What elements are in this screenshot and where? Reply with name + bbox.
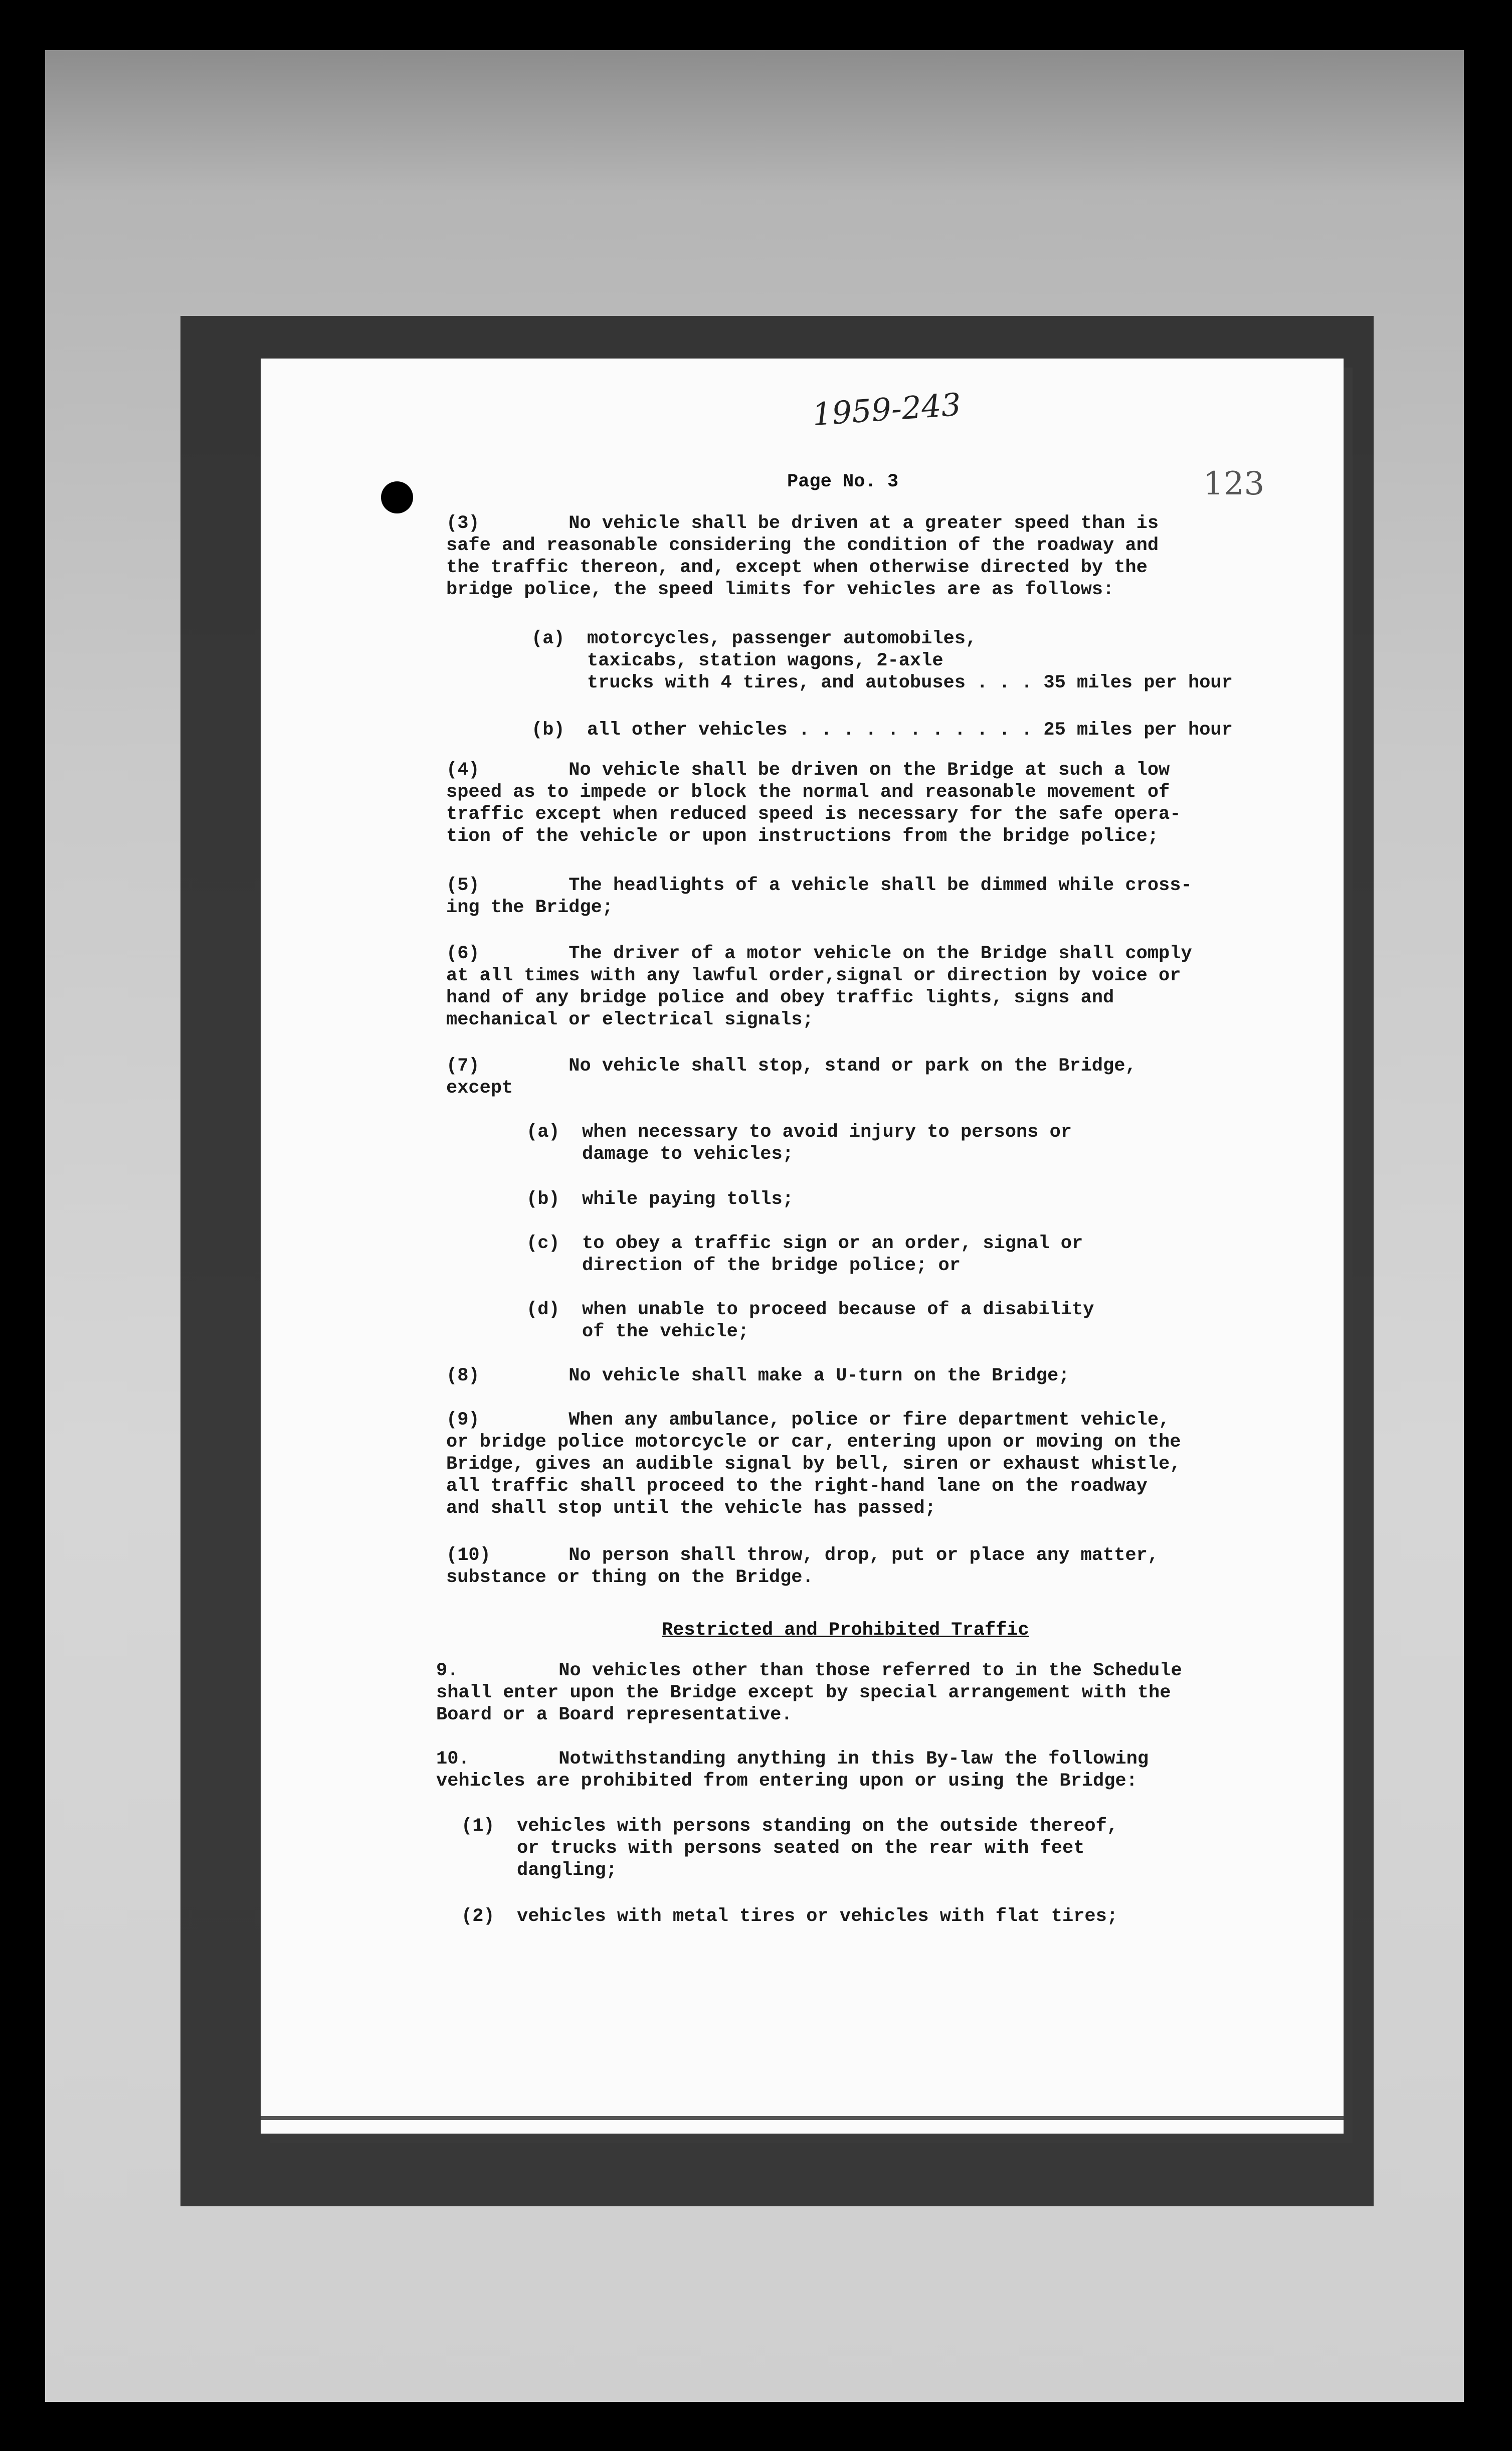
section-10-item-1: (1) vehicles with persons standing on the outside thereof, or trucks with persons seated on the rear with feet dangling; — [461, 1816, 1118, 1881]
paragraph-3a: (a) motorcycles, passenger automobiles, taxicabs, station wagons, 2-axle trucks with 4 tires, and autobuses . . . 35 miles per hour — [531, 628, 1233, 693]
paragraph-9: (9) When any ambulance, police or fire department vehicle, or bridge police motorcycle or car, entering upon or moving on the Bridge, gives an audible signal by bell, siren or exhaust whistle, all traffic shall proceed to the right-hand lane on the roadway and shall stop until the vehicle has passed; — [446, 1410, 1181, 1519]
paragraph-7: (7) No vehicle shall stop, stand or park on the Bridge, except — [446, 1056, 1137, 1099]
page-bottom-edge — [261, 2116, 1344, 2120]
paragraph-7d: (d) when unable to proceed because of a disability of the vehicle; — [526, 1299, 1094, 1342]
handwritten-number: 1959-243 — [811, 386, 963, 433]
section-10-item-2: (2) vehicles with metal tires or vehicles with flat tires; — [461, 1906, 1118, 1927]
paragraph-6: (6) The driver of a motor vehicle on the Bridge shall comply at all times with any lawful order,signal or direction by voice or hand of any bridge police and obey traffic lights, signs and mechanical or electrical signals; — [446, 943, 1192, 1030]
paragraph-7a: (a) when necessary to avoid injury to persons or damage to vehicles; — [526, 1122, 1072, 1165]
section-heading: Restricted and Prohibited Traffic — [662, 1620, 1029, 1641]
paragraph-3b: (b) all other vehicles . . . . . . . . . . . 25 miles per hour — [531, 720, 1233, 741]
punch-hole — [381, 481, 413, 513]
paragraph-10: (10) No person shall throw, drop, put or place any matter, substance or thing on the Bridge. — [446, 1545, 1159, 1588]
paragraph-8: (8) No vehicle shall make a U-turn on the Bridge; — [446, 1365, 1070, 1386]
paragraph-7c: (c) to obey a traffic sign or an order, signal or direction of the bridge police; or — [526, 1233, 1083, 1276]
section-9: 9. No vehicles other than those referred to in the Schedule shall enter upon the Bridge except by special arrangement with the Board or a Board representative. — [436, 1660, 1182, 1725]
page-header: Page No. 3 — [787, 471, 899, 492]
paragraph-3: (3) No vehicle shall be driven at a greater speed than is safe and reasonable considering the condition of the roadway and the traffic thereon, and, except when otherwise directed by the bridge police, the speed limits for vehicles are as follows: — [446, 513, 1159, 600]
paragraph-7b: (b) while paying tolls; — [526, 1189, 794, 1210]
paragraph-4: (4) No vehicle shall be driven on the Bridge at such a low speed as to impede or block the normal and reasonable movement of traffic except when reduced speed is necessary for the safe opera- tion of the vehicle or upon instructions from the bridge police; — [446, 760, 1181, 847]
section-10: 10. Notwithstanding anything in this By-law the following vehicles are prohibited from entering upon or using the Bridge: — [436, 1748, 1149, 1792]
paragraph-5: (5) The headlights of a vehicle shall be dimmed while cross- ing the Bridge; — [446, 875, 1192, 918]
page-number-stamp: 123 — [1203, 465, 1265, 502]
